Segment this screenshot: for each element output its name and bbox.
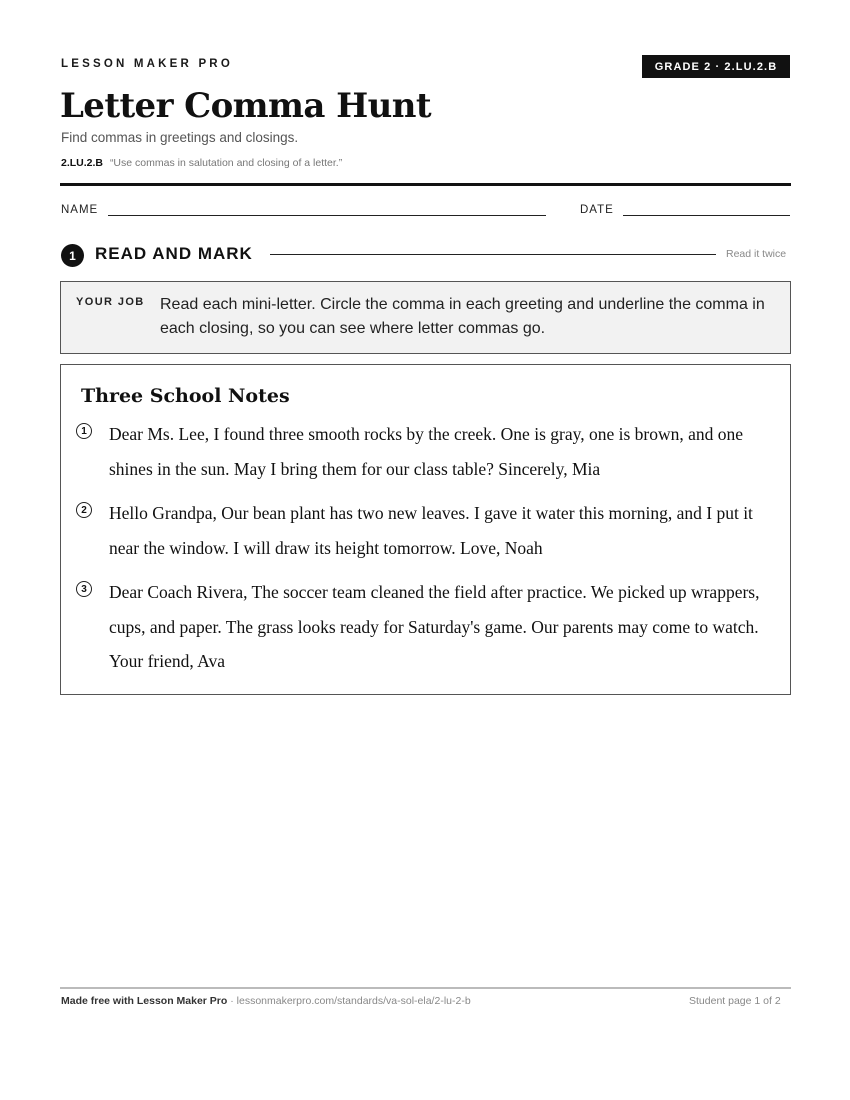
job-box — [60, 281, 791, 354]
passage-title: Three School Notes — [81, 385, 290, 407]
grade-badge: GRADE 2 · 2.LU.2.B — [642, 55, 790, 78]
standard-code: 2.LU.2.B — [61, 157, 104, 169]
worksheet-subtitle: Find commas in greetings and closings. — [61, 130, 299, 145]
section-rule — [270, 254, 716, 255]
note-text: Dear Ms. Lee, I found three smooth rocks by the creek. One is gray, one is brown, and one shines in the sun. May I bring them for our class table? Sincerely, Mia — [109, 424, 744, 479]
worksheet-title: Letter Comma Hunt — [60, 86, 431, 126]
passage-box — [60, 364, 791, 695]
note-number: 2 — [76, 502, 92, 518]
footer-made-with: Made free with Lesson Maker Pro — [61, 995, 228, 1007]
section-note: Read it twice — [726, 248, 787, 260]
section-number: 1 — [61, 244, 84, 267]
header-divider — [60, 183, 791, 186]
name-label: NAME — [61, 204, 99, 216]
note-number: 1 — [76, 423, 92, 439]
brand-name: LESSON MAKER PRO — [61, 58, 233, 70]
standard-line — [61, 157, 342, 169]
note-number: 3 — [76, 581, 92, 597]
note-text: Dear Coach Rivera, The soccer team cleaned the field after practice. We picked up wrappers, cups, and paper. The grass looks ready for Saturday's game. Our parents may come to watch. Your friend, Ava — [109, 582, 760, 671]
footer-url[interactable]: · lessonmakerpro.com/standards/va-sol-ela/2-lu-2-b — [227, 995, 471, 1007]
note-text: Hello Grandpa, Our bean plant has two new leaves. I gave it water this morning, and I put it near the window. I will draw its height tomorrow. Love, Noah — [109, 503, 753, 558]
footer-divider — [60, 987, 791, 989]
name-line[interactable] — [108, 215, 546, 216]
date-label: DATE — [580, 204, 614, 216]
footer-credit — [61, 995, 471, 1007]
job-label: YOUR JOB — [76, 296, 145, 308]
job-instructions: Read each mini-letter. Circle the comma in each greeting and underline the comma in each closing, so you can see where letter commas go. — [160, 296, 765, 337]
standard-text: “Use commas in salutation and closing of a letter.” — [109, 157, 343, 169]
page-indicator: Student page 1 of 2 — [689, 995, 781, 1007]
section-title: READ AND MARK — [95, 244, 253, 263]
date-line[interactable] — [623, 215, 790, 216]
